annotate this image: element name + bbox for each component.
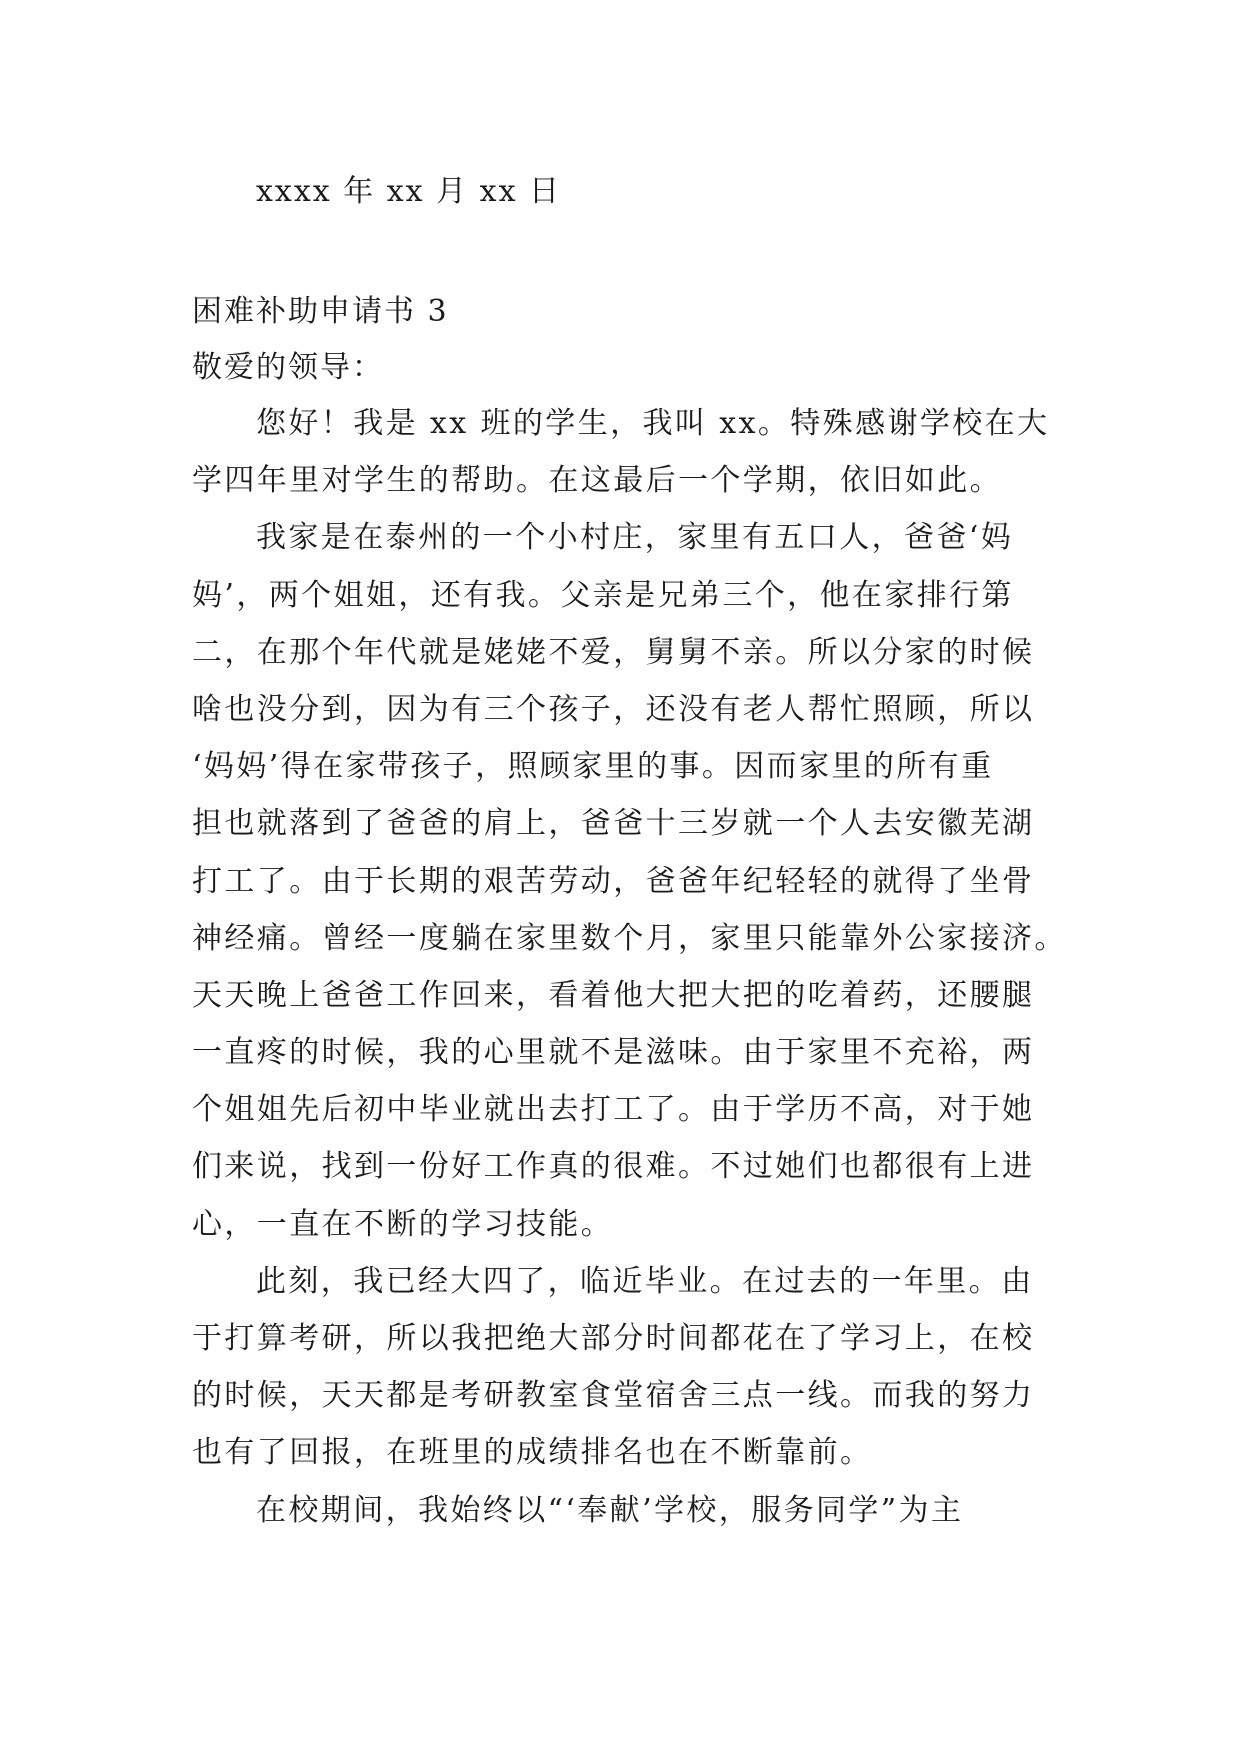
- body-line: 心，一直在不断的学习技能。: [192, 1206, 614, 1242]
- body-line: 也有了回报，在班里的成绩排名也在不断靠前。: [192, 1435, 873, 1471]
- body-line: 此刻，我已经大四了，临近毕业。在过去的一年里。由: [256, 1263, 1034, 1299]
- body-line: 您好！我是 xx 班的学生，我叫 xx。特殊感谢学校在大: [256, 406, 1050, 441]
- body-line: 学四年里对学生的帮助。在这最后一个学期，依旧如此。: [192, 463, 1002, 499]
- body-line: 担也就落到了爸爸的肩上，爸爸十三岁就一个人去安徽芜湖: [192, 806, 1035, 842]
- body-line: 神经痛。曾经一度躺在家里数个月，家里只能靠外公家接济。: [192, 920, 1067, 956]
- letter-date: xxxx 年 xx 月 xx 日: [256, 174, 562, 209]
- body-line: 打工了。由于长期的艰苦劳动，爸爸年纪轻轻的就得了坐骨: [192, 863, 1035, 899]
- body-line: ‘妈妈’得在家带孩子，照顾家里的事。因而家里的所有重: [192, 749, 994, 785]
- body-line: 于打算考研，所以我把绝大部分时间都花在了学习上，在校: [192, 1321, 1035, 1356]
- letter-title: 困难补助申请书 3: [192, 294, 449, 329]
- body-line: 在校期间，我始终以“‘奉献’学校，服务同学”为主: [256, 1492, 964, 1528]
- letter-body: [192, 395, 1067, 1539]
- body-line: 我家是在泰州的一个小村庄，家里有五口人，爸爸‘妈: [256, 520, 1014, 556]
- body-line: 啥也没分到，因为有三个孩子，还没有老人帮忙照顾，所以: [192, 691, 1035, 727]
- body-line: 个姐姐先后初中毕业就出去打工了。由于学历不高，对于她: [192, 1092, 1035, 1128]
- body-line: 天天晚上爸爸工作回来，看着他大把大把的吃着药，还腰腿: [192, 977, 1035, 1013]
- body-line: 妈’，两个姐姐，还有我。父亲是兄弟三个，他在家排行第: [192, 577, 1014, 613]
- letter-salutation: 敬爱的领导：: [192, 350, 384, 385]
- body-line: 一直疼的时候，我的心里就不是滋味。由于家里不充裕，两: [192, 1035, 1035, 1071]
- body-line: 二，在那个年代就是姥姥不爱，舅舅不亲。所以分家的时候: [192, 634, 1035, 670]
- body-line: 们来说，找到一份好工作真的很难。不过她们也都很有上进: [192, 1149, 1035, 1185]
- body-line: 的时候，天天都是考研教室食堂宿舍三点一线。而我的努力: [192, 1378, 1035, 1414]
